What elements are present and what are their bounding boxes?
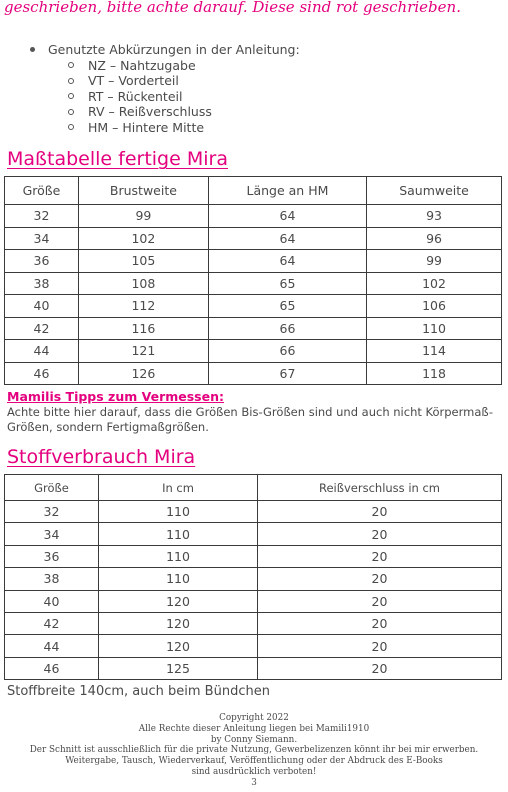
table-cell: 38 — [5, 272, 79, 295]
table-cell: 105 — [78, 250, 208, 273]
abbreviation-item-text: VT – Vorderteil — [88, 73, 179, 88]
table-cell: 34 — [5, 227, 79, 250]
page-number: 3 — [251, 777, 257, 788]
abbreviation-item — [68, 104, 300, 120]
table-cell: 118 — [367, 362, 502, 385]
tips-title: Mamilis Tipps zum Vermessen: — [7, 389, 224, 404]
abbreviation-item — [68, 120, 300, 136]
table-cell: 64 — [208, 227, 366, 250]
abbreviation-item — [68, 89, 300, 105]
fabric-table-title: Stoffverbrauch Mira — [7, 446, 196, 468]
table-row — [5, 250, 502, 273]
abbreviation-item-text: HM – Hintere Mitte — [88, 119, 205, 135]
column-header: Saumweite — [367, 177, 502, 205]
table-cell: 121 — [78, 340, 208, 363]
table-cell: 36 — [5, 545, 99, 567]
table-cell: 114 — [367, 340, 502, 363]
table-row — [5, 635, 502, 657]
table-cell: 66 — [208, 317, 366, 340]
table-cell: 34 — [5, 523, 99, 545]
measure-table — [4, 176, 502, 385]
table-cell: 120 — [99, 590, 258, 612]
footer-line: Copyright 2022 — [219, 713, 289, 723]
table-cell: 120 — [99, 612, 258, 634]
table-cell: 20 — [258, 590, 502, 612]
footer-line: sind ausdrücklich verboten! — [191, 766, 317, 777]
abbreviation-heading — [30, 42, 300, 58]
table-cell: 106 — [367, 295, 502, 318]
table-cell: 46 — [5, 362, 79, 385]
table-cell: 65 — [208, 295, 366, 318]
table-row — [5, 362, 502, 385]
table-cell: 112 — [78, 295, 208, 318]
table-cell: 110 — [99, 501, 258, 523]
table-row — [5, 657, 502, 679]
table-cell: 102 — [78, 227, 208, 250]
table-cell: 66 — [208, 340, 366, 363]
table-header-row — [5, 475, 502, 501]
table-cell: 40 — [5, 590, 99, 612]
table-row — [5, 501, 502, 523]
table-cell: 32 — [5, 205, 79, 228]
abbreviation-items — [30, 58, 300, 136]
table-cell: 20 — [258, 568, 502, 590]
table-row — [5, 205, 502, 228]
column-header: In cm — [99, 475, 258, 501]
circle-bullet-icon — [68, 62, 74, 68]
table-cell: 96 — [367, 227, 502, 250]
table-cell: 64 — [208, 205, 366, 228]
table-cell: 44 — [5, 635, 99, 657]
table-cell: 42 — [5, 317, 79, 340]
table-row — [5, 568, 502, 590]
circle-bullet-icon — [68, 93, 74, 99]
table-cell: 20 — [258, 523, 502, 545]
circle-bullet-icon — [68, 124, 74, 130]
bullet-icon — [30, 47, 35, 52]
table-row — [5, 590, 502, 612]
table-cell: 20 — [258, 612, 502, 634]
table-cell: 20 — [258, 545, 502, 567]
column-header: Größe — [5, 475, 99, 501]
measure-table-title: Maßtabelle fertige Mira — [7, 148, 228, 170]
table-cell: 120 — [99, 635, 258, 657]
table-cell: 102 — [367, 272, 502, 295]
column-header: Größe — [5, 177, 79, 205]
table-cell: 36 — [5, 250, 79, 273]
table-cell: 20 — [258, 501, 502, 523]
table-cell: 32 — [5, 501, 99, 523]
table-row — [5, 295, 502, 318]
table-cell: 99 — [78, 205, 208, 228]
table-cell: 42 — [5, 612, 99, 634]
table-cell: 110 — [99, 568, 258, 590]
abbreviation-list — [30, 42, 300, 135]
column-header: Reißverschluss in cm — [258, 475, 502, 501]
column-header: Länge an HM — [208, 177, 366, 205]
table-row — [5, 272, 502, 295]
circle-bullet-icon — [68, 78, 74, 84]
abbreviation-item — [68, 73, 300, 89]
table-cell: 126 — [78, 362, 208, 385]
table-row — [5, 545, 502, 567]
footer — [0, 713, 508, 789]
table-row — [5, 523, 502, 545]
footer-line: Weitergabe, Tausch, Wiederverkauf, Veröffentlichung oder der Abdruck des E-Books — [65, 756, 443, 767]
table-cell: 108 — [78, 272, 208, 295]
table-cell: 64 — [208, 250, 366, 273]
column-header: Brustweite — [78, 177, 208, 205]
abbreviation-item-text: NZ – Nahtzugabe — [88, 57, 196, 73]
table-cell: 110 — [367, 317, 502, 340]
table-cell: 110 — [99, 523, 258, 545]
table-cell: 116 — [78, 317, 208, 340]
footer-line: Der Schnitt ist ausschließlich für die private Nutzung, Gewerbelizenzen könnt ihr bei mir erwerben. — [29, 745, 479, 756]
table-row — [5, 227, 502, 250]
table-cell: 20 — [258, 657, 502, 679]
table-cell: 125 — [99, 657, 258, 679]
table-cell: 44 — [5, 340, 79, 363]
table-cell: 65 — [208, 272, 366, 295]
table-row — [5, 317, 502, 340]
table-row — [5, 612, 502, 634]
abbreviation-heading-text: Genutzte Abkürzungen in der Anleitung: — [48, 42, 300, 57]
table-row — [5, 340, 502, 363]
table-cell: 40 — [5, 295, 79, 318]
abbreviation-item — [68, 58, 300, 74]
table-header-row — [5, 177, 502, 205]
table-cell: 20 — [258, 635, 502, 657]
table-cell: 93 — [367, 205, 502, 228]
table-cell: 38 — [5, 568, 99, 590]
table-cell: 46 — [5, 657, 99, 679]
intro-text: geschrieben, bitte achte darauf. Diese sind rot geschrieben. — [4, 0, 461, 16]
circle-bullet-icon — [68, 109, 74, 115]
footer-line: by Conny Siemann. — [210, 734, 298, 745]
table-cell: 110 — [99, 545, 258, 567]
fabric-width-note: Stoffbreite 140cm, auch beim Bündchen — [7, 684, 270, 699]
fabric-table — [4, 474, 502, 680]
abbreviation-item-text: RV – Reißverschluss — [88, 104, 212, 119]
table-cell: 67 — [208, 362, 366, 385]
footer-line: Alle Rechte dieser Anleitung liegen bei Mamili1910 — [138, 723, 370, 734]
table-cell: 99 — [367, 250, 502, 273]
abbreviation-item-text: RT – Rückenteil — [88, 88, 183, 104]
tips-text: Achte bitte hier darauf, dass die Größen Bis-Größen sind und auch nicht Körpermaß-Größen, sondern Fertigmaßgrößen. — [7, 405, 494, 434]
